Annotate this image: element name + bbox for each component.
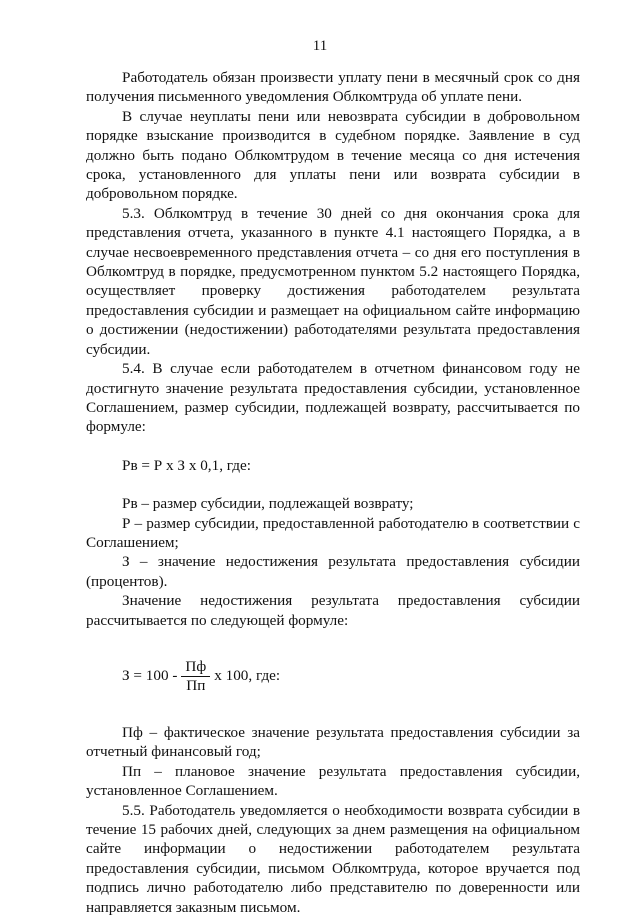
definition-pp: Пп – плановое значение результата предоставления субсидии, установленное Соглашением. — [86, 762, 580, 800]
formula-refund: Рв = Р х З х 0,1, где: — [122, 456, 251, 474]
formula-shortfall — [86, 658, 580, 695]
paragraph-shortfall-formula-intro: Значение недостижения результата предоставления субсидии рассчитывается по следующей формуле: — [86, 592, 580, 629]
formula-shortfall-suffix: х 100, где: — [214, 666, 281, 684]
definition-r: Р – размер субсидии, предоставленной работодателю в соответствии с Соглашением; — [86, 514, 580, 551]
formula-shortfall-prefix: З = 100 - — [122, 666, 178, 684]
formula-fraction — [181, 658, 210, 695]
paragraph-5-4: 5.4. В случае если работодателем в отчетном финансовом году не достигнуто значение результата предоставления субсидии, установленное Соглашением, размер субсидии, подлежащей возврату, рассчитывается по формуле: — [86, 360, 580, 436]
page-number: 11 — [312, 38, 328, 54]
fraction-denominator: Пп — [186, 676, 206, 694]
definition-z: З – значение недостижения результата предоставления субсидии (процентов). — [86, 553, 580, 590]
fraction-numerator: Пф — [181, 658, 210, 677]
paragraph-penalty-payment: Работодатель обязан произвести уплату пени в месячный срок со дня получения письменного уведомления Облкомтруда об уплате пени. — [86, 69, 580, 106]
paragraph-5-3: 5.3. Облкомтруд в течение 30 дней со дня окончания срока для представления отчета, указанного в пункте 4.1 настоящего Порядка, а в случае несвоевременного представления отчета – со дня его поступления в Облкомтруд в порядке, предусмотренном пунктом 5.2 настоящего Порядка, осуществляет проверку достижения работодателем результата предоставления субсидии и размещает на официальном сайте информацию о достижении (недостижении) работодателями результата предоставления субсидии. — [86, 204, 580, 358]
definition-pf: Пф – фактическое значение результата предоставления субсидии за отчетный финансовый год; — [86, 723, 580, 761]
paragraph-5-5: 5.5. Работодатель уведомляется о необходимости возврата субсидии в течение 15 рабочих дней, следующих за днем размещения на официальном сайте информации о недостижении работодателем результата предоставления субсидии, письмом Облкомтруда, которое вручается под подпись лично работодателю либо представителю по доверенности или направляется заказным письмом. — [86, 801, 580, 916]
definition-rv: Рв – размер субсидии, подлежащей возврату; — [122, 495, 414, 513]
paragraph-court-recovery: В случае неуплаты пени или невозврата субсидии в добровольном порядке взыскание производится в судебном порядке. Заявление в суд должно быть подано Облкомтрудом в течение месяца со дня истечения срока, установленного для уплаты пени или возврата субсидии в добровольном порядке. — [86, 107, 580, 203]
document-body — [86, 68, 580, 917]
